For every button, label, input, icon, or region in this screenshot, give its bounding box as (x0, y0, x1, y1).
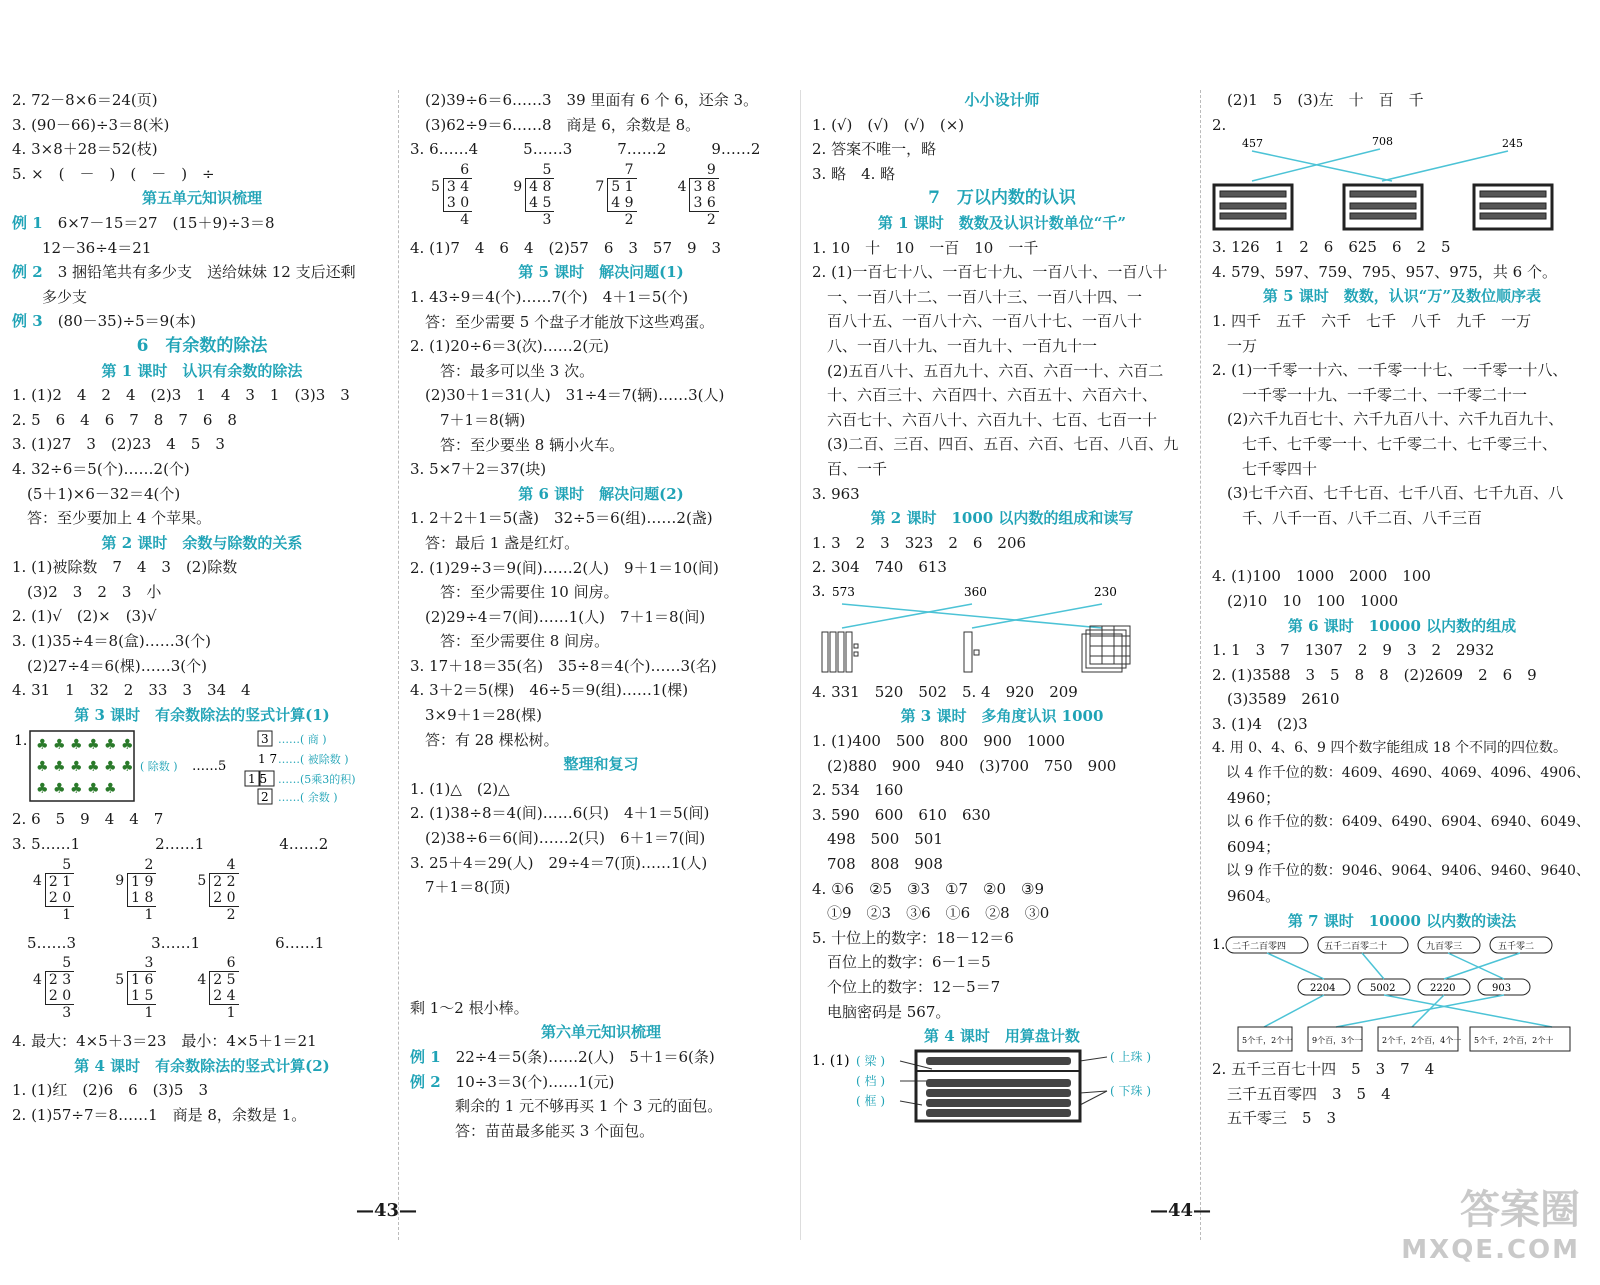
dividend: 4 8 (526, 178, 555, 195)
hundred-rods-icon (822, 632, 858, 672)
svg-text:5个千，2个十: 5个千，2个十 (1242, 1036, 1293, 1046)
bottom-labels (1238, 1027, 1570, 1051)
example-line (410, 1045, 792, 1070)
answer-line: 电脑密码是 567。 (812, 1002, 951, 1021)
abacus-diagram (812, 1049, 1192, 1125)
answer-line: 4. 579、597、759、795、957、975，共 6 个。 (1212, 262, 1557, 281)
long-division (30, 857, 74, 923)
example-label: 例 1 (12, 213, 43, 232)
dividend: 3 4 (443, 178, 472, 195)
reading-matching-diagram (1212, 933, 1592, 1057)
answer-line: 一千零一十九、一千零二十、一千零二十一 (1212, 385, 1528, 404)
lesson-heading: 第 3 课时 有余数除法的竖式计算(1) (74, 705, 330, 724)
matching-diagram (812, 580, 1192, 680)
answer-line: 以 6 作千位的数：6409、6490、6904、6940、6049、 (1212, 814, 1590, 831)
product: 1 5 (128, 988, 157, 1005)
label-product: ……(5乘3的积) (278, 773, 356, 787)
answer-line (410, 900, 792, 950)
divisor: 7 (595, 178, 605, 195)
product: 3 6 (690, 195, 719, 212)
answer-line: 3. 5……1 2……1 4……2 (12, 835, 329, 854)
remainder: 1 (226, 1005, 236, 1022)
plant-icons (36, 737, 134, 797)
long-division-row (12, 857, 392, 931)
answer-line: 708 808 908 (812, 855, 943, 874)
lesson-heading: 第 7 课时 10000 以内数的读法 (1287, 911, 1517, 930)
answer-line: 2. 5 6 4 6 7 8 7 6 8 (12, 410, 237, 429)
answer-line: 1. (1)被除数 7 4 3 (2)除数 (12, 558, 238, 577)
quotient: 2 (144, 856, 154, 873)
example-text: (80－35)÷5＝9(本) (57, 312, 196, 331)
column-divider (398, 90, 399, 1240)
answer-line: 七千零四十 (1212, 459, 1318, 478)
example-label: 例 2 (410, 1072, 441, 1091)
lesson-heading: 第 2 课时 余数与除数的关系 (101, 533, 303, 552)
svg-text:2220: 2220 (1430, 983, 1456, 995)
answer-line: 7＋1＝8(辆) (410, 410, 526, 429)
dividend: 2 2 (210, 873, 239, 890)
answer-line: 4. (1)100 1000 2000 100 (1212, 567, 1431, 586)
divisor: 5 (115, 971, 125, 988)
answer-line: 以 9 作千位的数：9046、9064、9406、9460、9640、 (1212, 863, 1590, 880)
label-rod: ( 档 ) (856, 1073, 886, 1088)
product: 2 0 (45, 988, 74, 1005)
remainder: 2 (624, 211, 634, 228)
divisor: 4 (197, 971, 207, 988)
answer-line: 答：至少要加上 4 个苹果。 (12, 509, 212, 528)
answer-line: 4. 最大：4×5＋3＝23 最小：4×5＋1＝21 (12, 1032, 317, 1051)
answer-line: 3. (1)35÷4＝8(盒)……3(个) (12, 632, 212, 651)
lesson-heading: 第 1 课时 数数及认识计数单位“千” (877, 213, 1127, 232)
svg-text:五千零二: 五千零二 (1498, 942, 1535, 953)
column-3 (812, 88, 1192, 1125)
answer-line: 3. 6……4 5……3 7……2 9……2 (410, 140, 761, 159)
answer-line: 4. 3×8＋28＝52(枝) (12, 140, 158, 159)
long-division (112, 955, 156, 1021)
example-line (410, 1094, 792, 1119)
dividend: 1 9 (128, 873, 157, 890)
answer-line: 百、一千 (812, 459, 888, 478)
answer-line: 1. 3 2 3 323 2 6 206 (812, 533, 1027, 552)
answer-line: (2)39÷6＝6……3 39 里面有 6 个 6，还余 3。 (410, 91, 759, 109)
answer-line: 2. 304 740 613 (812, 558, 947, 577)
page-gutter (800, 90, 801, 1240)
long-division (194, 955, 238, 1021)
answer-line: ①9 ②3 ③6 ①6 ②8 ③0 (812, 904, 1050, 923)
label-upper-bead: ( 上珠 ) (1110, 1049, 1152, 1064)
mid-labels (1298, 979, 1530, 995)
divisor: 4 (33, 971, 42, 988)
dividend: 1 6 (128, 972, 157, 989)
label-divisor: ( 除数 ) (140, 760, 178, 774)
reading-matching-svg (1212, 933, 1582, 1057)
answer-line: 2. (1)38÷8＝4(间)……6(只) 4＋1＝5(间) (410, 804, 710, 823)
lesson-heading: 第 5 课时 解决问题(1) (518, 263, 684, 282)
column-divider (1200, 90, 1201, 1240)
matching-lines (842, 604, 1102, 628)
quotient: 5 (62, 856, 72, 873)
answer-line: 2. (1212, 115, 1227, 134)
answer-line: 2. (1)57÷7＝8……1 商是 8，余数是 1。 (12, 1106, 307, 1124)
answer-line: 3. 略 4. 略 (812, 164, 896, 183)
section-heading: 第五单元知识梳理 (141, 189, 262, 208)
item-number: 1. (1212, 937, 1226, 954)
product: 1 8 (128, 890, 157, 907)
quotient: 4 (226, 856, 236, 873)
long-division (510, 162, 554, 228)
remainder: 3 (62, 1005, 72, 1022)
number-label: 230 (1094, 584, 1117, 599)
answer-line: 答：最后 1 盏是红灯。 (410, 533, 580, 552)
watermark (1401, 1178, 1580, 1265)
watermark-logo: 答案圈 (1460, 1187, 1580, 1233)
example-text: 3 捆铅笔共有多少支 送给妹妹 12 支后还剩 (57, 263, 356, 282)
example-line (410, 1070, 792, 1095)
answer-line: 百八十五、一百八十六、一百八十七、一百八十 (812, 312, 1143, 331)
svg-text:九百零三: 九百零三 (1426, 942, 1463, 953)
answer-line: (3)二百、三百、四百、五百、六百、七百、八百、九 (812, 435, 1179, 454)
answer-line: 4. (1)7 4 6 4 (2)57 6 3 57 9 3 (410, 238, 722, 257)
example-line (410, 1119, 792, 1144)
remainder: 4 (460, 211, 470, 228)
abacus-matching-svg (1212, 137, 1582, 235)
remainder: 2 (226, 906, 236, 923)
dividend-digits: 1 7 (258, 752, 278, 767)
item-number: 3. (812, 583, 826, 600)
dividend: 2 1 (45, 873, 74, 890)
answer-line: 3. 126 1 2 6 625 6 2 5 (1212, 238, 1451, 257)
answer-line: (2)880 900 940 (3)700 750 900 (812, 756, 1117, 775)
answer-line: 3. 590 600 610 630 (812, 805, 991, 824)
block-matching-svg (812, 580, 1182, 680)
answer-line: 答：至少要坐 8 辆小火车。 (410, 435, 625, 454)
answer-line: (2)10 10 100 1000 (1212, 591, 1399, 610)
answer-line: 2. (1)3588 3 5 8 8 (2)2609 2 6 9 (1212, 665, 1537, 684)
svg-text:♣ ♣ ♣ ♣ ♣: ♣ ♣ ♣ ♣ ♣ (36, 781, 117, 798)
example-line (12, 211, 392, 236)
quotient: 9 (706, 161, 716, 178)
answer-line: 4. 31 1 32 2 33 3 34 4 (12, 681, 251, 700)
answer-line: 3. 17＋18＝35(名) 35÷8＝4(个)……3(名) (410, 656, 717, 675)
product: 2 0 (45, 890, 74, 907)
answer-line: 五千零三 5 3 (1212, 1109, 1337, 1128)
answer-line: (3)62÷9＝6……8 商是 6，余数是 8。 (410, 115, 701, 134)
answer-line: 以 4 作千位的数：4609、4690、4069、4096、4906、 (1212, 765, 1590, 782)
answer-line: 1. (√) (√) (√) (×) (812, 115, 965, 134)
answer-line: 百位上的数字：6－1＝5 (812, 953, 991, 972)
answer-line: (3)2 3 2 3 小 (12, 582, 162, 601)
answer-line: 2. (1)20÷6＝3(次)……2(元) (410, 337, 610, 356)
answer-line: 1. 四千 五千 六千 七千 八千 九千 一万 (1212, 311, 1532, 330)
answer-line: 4. ①6 ②5 ③3 ①7 ②0 ③9 (812, 879, 1045, 898)
answer-line: 1. (1)红 (2)6 6 (3)5 3 (12, 1081, 208, 1100)
example-text: 多少支 (42, 287, 88, 306)
answer-line: 三千五百零四 3 5 4 (1212, 1084, 1391, 1103)
long-division (675, 162, 719, 228)
lesson-heading: 第 4 课时 有余数除法的竖式计算(2) (74, 1056, 330, 1075)
long-division (194, 857, 238, 923)
example-line (12, 285, 392, 310)
dividend: 3 8 (690, 178, 719, 195)
lesson-heading: 第 4 课时 用算盘计数 (924, 1027, 1080, 1046)
answer-line: 2. (1)一千零一十六、一千零一十七、一千零一十八、 (1212, 361, 1568, 380)
product-digits: 1 5 (248, 772, 268, 787)
item-number: 1. (14, 733, 28, 750)
quotient-digit: 3 (261, 732, 269, 747)
answer-line: 2. 534 160 (812, 781, 904, 800)
answer-line: 1. 1 3 7 1307 2 9 3 2 2932 (1212, 641, 1495, 660)
divisor: 5 (431, 178, 440, 195)
answer-line: 千、八千一百、八千二百、八千三百 (1212, 508, 1483, 527)
long-division (428, 162, 472, 228)
answer-line: (3)3589 2610 (1212, 690, 1340, 709)
answer-line: 一、一百八十二、一百八十三、一百八十四、一 (812, 287, 1143, 306)
answer-line: 2. (1)一百七十八、一百七十九、一百八十、一百八十 (812, 263, 1168, 282)
answer-line: 剩 1～2 根小棒。 (410, 998, 529, 1017)
svg-text:二千二百零四: 二千二百零四 (1232, 942, 1287, 953)
svg-text:♣ ♣ ♣ ♣ ♣ ♣: ♣ ♣ ♣ ♣ ♣ ♣ (36, 759, 134, 776)
label-remainder: ……( 余数 ) (278, 791, 338, 805)
answer-line: 3. 25＋4＝29(人) 29÷4＝7(顶)……1(人) (410, 853, 708, 872)
answer-line: (2)1 5 (3)左 十 百 千 (1212, 91, 1424, 109)
answer-line: 1. (1)△ (2)△ (410, 779, 510, 798)
quotient: 5 (542, 161, 552, 178)
divisor: 5 (197, 873, 207, 890)
long-division (112, 857, 156, 923)
answer-line: 3. (1)4 (2)3 (1212, 714, 1308, 733)
quotient: 6 (460, 161, 470, 178)
answer-line: 3. (1)27 3 (2)23 4 5 3 (12, 435, 225, 454)
number-label: 708 (1372, 137, 1393, 149)
answer-line: 2. (1)29÷3＝9(间)……2(人) 9＋1＝10(间) (410, 558, 719, 577)
example-line (12, 236, 392, 261)
answer-line: 4. 用 0、4、6、9 四个数字能组成 18 个不同的四位数。 (1212, 740, 1568, 757)
product: 4 5 (526, 195, 555, 212)
quotient: 7 (624, 161, 634, 178)
answer-line: 2. 五千三百七十四 5 3 7 4 (1212, 1060, 1435, 1079)
answer-line: 2. (1)√ (2)× (3)√ (12, 607, 157, 626)
long-division (592, 162, 636, 228)
example-label: 例 2 (12, 263, 43, 282)
long-division-row (410, 162, 792, 236)
example-line (12, 260, 392, 285)
answer-line (1212, 530, 1592, 564)
answer-line: (3)七千六百、七千七百、七千八百、七千九百、八 (1212, 484, 1564, 503)
abacus-icons (1214, 185, 1552, 229)
example-line (12, 309, 392, 334)
chapter-heading: 7 万以内数的认识 (928, 188, 1076, 209)
svg-text:♣ ♣ ♣ ♣ ♣ ♣: ♣ ♣ ♣ ♣ ♣ ♣ (36, 737, 134, 754)
section-heading: 小小设计师 (964, 91, 1040, 109)
label-dividend: ……( 被除数 ) (278, 753, 349, 767)
answer-line: 498 500 501 (812, 830, 943, 849)
answer-line: (2)29÷4＝7(间)……1(人) 7＋1＝8(间) (410, 607, 706, 626)
lesson-heading: 第 2 课时 1000 以内数的组成和读写 (870, 509, 1134, 528)
example-label: 例 3 (12, 312, 43, 331)
remainder: 2 (706, 211, 716, 228)
example-label: 例 1 (410, 1048, 441, 1066)
example-text: 10÷3＝3(个)……1(元) (455, 1072, 615, 1091)
answer-line: 3. (90－66)÷3＝8(米) (12, 115, 170, 134)
number-label: 573 (832, 584, 855, 599)
svg-text:9个百，3个一: 9个百，3个一 (1312, 1036, 1363, 1046)
number-label: 457 (1242, 137, 1263, 151)
example-text: 22÷4＝5(条)……2(人) 5＋1＝6(条) (455, 1048, 715, 1066)
answer-line: 3. 5×7＋2＝37(块) (410, 460, 547, 479)
answer-line: 1. (1)400 500 800 900 1000 (812, 732, 1066, 751)
example-text: 剩余的 1 元不够再买 1 个 3 元的面包。 (455, 1097, 723, 1116)
watermark-url: MXQE.COM (1401, 1235, 1580, 1265)
answer-line: 1. (1)2 4 2 4 (2)3 1 4 3 1 (3)3 3 (12, 386, 350, 405)
thousand-flats-icon (1082, 626, 1130, 672)
lesson-heading: 第 5 课时 数数，认识“万”及数位顺序表 (1262, 287, 1542, 306)
answer-line: 答：最多可以坐 3 次。 (410, 361, 595, 380)
answer-line: 答：至少需要 5 个盘子才能放下这些鸡蛋。 (410, 312, 715, 331)
quotient: 5 (62, 955, 72, 972)
answer-line: 七千、七千零一十、七千零二十、七千零三十、 (1212, 434, 1558, 453)
column-2 (410, 88, 792, 1143)
answer-line: 6094； (1212, 837, 1281, 856)
remainder: 1 (62, 906, 72, 923)
long-division-row (12, 955, 392, 1029)
answer-line: (2)五百八十、五百九十、六百、六百一十、六百二 (812, 361, 1164, 380)
section-heading: 第六单元知识梳理 (540, 1023, 661, 1042)
division-diagram-svg (12, 727, 382, 807)
divisor: 9 (115, 873, 125, 890)
example-text: 答：苗苗最多能买 3 个面包。 (455, 1121, 655, 1140)
column-4 (1212, 88, 1592, 1131)
abacus-matching-diagram (1212, 137, 1592, 235)
answer-line: 9604。 (1212, 887, 1281, 906)
quotient: 6 (226, 955, 236, 972)
quotient: 3 (144, 955, 154, 972)
number-label: 245 (1502, 137, 1523, 151)
product: 4 9 (608, 195, 637, 212)
lesson-heading: 第 1 课时 认识有余数的除法 (101, 361, 303, 380)
answer-line: 2. 72－8×6＝24(页) (12, 91, 158, 109)
divisor: 9 (513, 178, 523, 195)
answer-line: 1. 10 十 10 一百 10 一千 (812, 238, 1039, 257)
chapter-heading: 6 有余数的除法 (136, 335, 268, 356)
answer-line: (2)六千九百七十、六千九百八十、六千九百九十、 (1212, 410, 1564, 429)
answer-line: 一万 (1212, 336, 1258, 355)
answer-line: 2. 6 5 9 4 4 7 (12, 810, 164, 829)
answer-line: 六百七十、六百八十、六百九十、七百、七百一十 (812, 410, 1158, 429)
answer-line: 4. 3＋2＝5(棵) 46÷5＝9(组)……1(棵) (410, 681, 689, 700)
answer-line: 个位上的数字：12－5＝7 (812, 978, 1001, 996)
answer-line: 1. 2＋2＋1＝5(盏) 32÷5＝6(组)……2(盏) (410, 509, 713, 528)
lesson-heading: 第 3 课时 多角度认识 1000 (900, 707, 1104, 726)
answer-line: 3×9＋1＝28(棵) (410, 706, 542, 725)
lesson-heading: 第 6 课时 10000 以内数的组成 (1287, 616, 1517, 635)
product: 2 4 (210, 988, 239, 1005)
svg-text:2个千，2个百，4个一: 2个千，2个百，4个一 (1382, 1036, 1462, 1046)
top-labels (1226, 937, 1552, 953)
column-1 (12, 88, 392, 1128)
svg-text:五千二百零二十: 五千二百零二十 (1324, 942, 1388, 953)
label-beam: ( 梁 ) (856, 1053, 886, 1068)
dots-five: ……5 (192, 759, 227, 775)
matching-lines (1252, 149, 1508, 181)
answer-line: 答：至少需要住 10 间房。 (410, 583, 619, 602)
answer-line: 1. 43÷9＝4(个)……7(个) 4＋1＝5(个) (410, 287, 689, 306)
answer-line: 十、六百三十、六百四十、六百五十、六百六十、 (812, 386, 1158, 405)
product: 2 0 (210, 890, 239, 907)
remainder-digit: 2 (261, 790, 269, 805)
page-number: —44— (1150, 1200, 1212, 1221)
abacus-beads-icon (926, 1057, 1071, 1117)
dividend: 2 3 (45, 972, 74, 989)
answer-line: 答：至少需要住 8 间房。 (410, 632, 610, 651)
item-number: 1. (1) (812, 1052, 850, 1069)
division-diagram (12, 727, 392, 807)
page-number: —43— (356, 1200, 418, 1221)
ten-rod-icon (964, 632, 979, 672)
answer-line: 5……3 3……1 6……1 (12, 933, 325, 952)
number-label: 360 (964, 584, 987, 599)
svg-text:2204: 2204 (1310, 983, 1336, 995)
product: 3 0 (443, 195, 472, 212)
answer-line: 5. 十位上的数字：18－12＝6 (812, 928, 1014, 947)
answer-line: 3. 963 (812, 484, 860, 503)
lesson-heading: 第 6 课时 解决问题(2) (518, 484, 684, 503)
answer-line: 2. 答案不唯一，略 (812, 140, 937, 159)
remainder: 3 (542, 211, 552, 228)
answer-line: (2)38÷6＝6(间)……2(只) 6＋1＝7(间) (410, 829, 706, 848)
answer-line: 4. 32÷6＝5(个)……2(个) (12, 459, 190, 478)
answer-line: 7＋1＝8(顶) (410, 878, 511, 897)
answer-line: 八、一百八十九、一百九十、一百九十一 (812, 336, 1098, 355)
answer-line (410, 950, 792, 996)
dividend: 5 1 (608, 178, 637, 195)
section-heading: 整理和复习 (563, 755, 639, 774)
answer-line: (5＋1)×6－32＝4(个) (12, 484, 181, 503)
abacus-svg (812, 1049, 1182, 1125)
answer-line: (2)27÷4＝6(棵)……3(个) (12, 656, 207, 675)
remainder: 1 (144, 1005, 154, 1022)
remainder: 1 (144, 906, 154, 923)
answer-line: 4. 331 520 502 5. 4 920 209 (812, 682, 1078, 701)
svg-text:5002: 5002 (1370, 983, 1396, 995)
divisor: 4 (33, 873, 42, 890)
answer-line: 5. × ( － ) ( － ) ÷ (12, 164, 215, 183)
answer-line: 答：有 28 棵松树。 (410, 730, 559, 749)
long-division (30, 955, 74, 1021)
divisor: 4 (677, 178, 687, 195)
answer-line: (2)30＋1＝31(人) 31÷4＝7(辆)……3(人) (410, 386, 725, 405)
example-text: 6×7－15＝27 (15＋9)÷3＝8 (57, 213, 275, 232)
answer-line: 4960； (1212, 788, 1281, 807)
label-frame: ( 框 ) (856, 1093, 886, 1108)
svg-text:903: 903 (1492, 983, 1512, 995)
label-lower-bead: ( 下珠 ) (1110, 1083, 1152, 1098)
dividend: 2 5 (210, 972, 239, 989)
label-quotient: ……( 商 ) (278, 733, 327, 747)
example-text: 12－36÷4＝21 (42, 238, 152, 257)
svg-text:5个千，2个百，2个十: 5个千，2个百，2个十 (1474, 1036, 1554, 1046)
